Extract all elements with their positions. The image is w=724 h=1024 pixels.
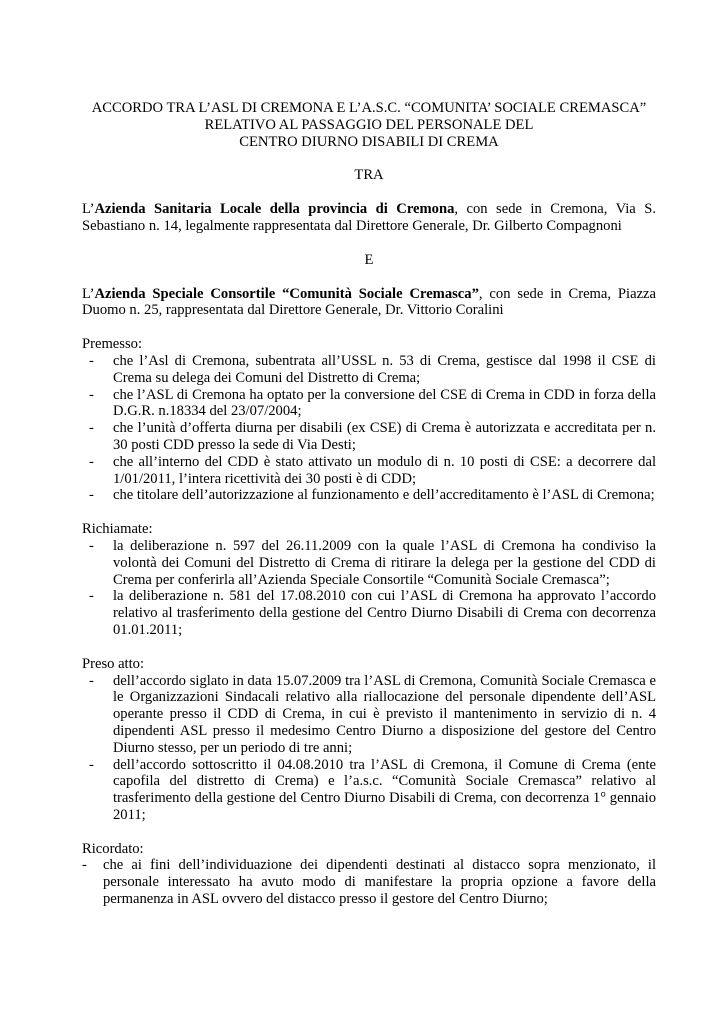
list-item-text: dell’accordo siglato in data 15.07.2009 tra l’ASL di Cremona, Comunità Sociale Cremasca e le Organizzazioni Sindacali relativo alla riallocazione del personale dipendente dell’ASL operante presso il CDD di Crema, in cui è previsto il mantenimento in servizio di n. 4 dipendenti ASL presso il medesimo Centro Diurno a disposizione del gestore del Centro Diurno stesso, per un periodo di tre anni;: [113, 672, 656, 756]
list-item-text: che l’Asl di Cremona, subentrata all’USSL n. 53 di Crema, gestisce dal 1998 il CSE di Crema su delega dei Comuni del Distretto di Crema;: [113, 352, 656, 386]
list-item-text: la deliberazione n. 581 del 17.08.2010 con cui l’ASL di Cremona ha approvato l’accordo relativo al trasferimento della gestione del Centro Diurno Disabili di Crema con decorrenza 01.01.2011;: [113, 588, 656, 638]
dash-marker: -: [82, 857, 87, 874]
document-page: [82, 100, 656, 908]
preso-atto-heading: Preso atto:: [82, 655, 145, 672]
list-item-text: che all’interno del CDD è stato attivato un modulo di n. 10 posti di CSE: a decorrere dal 1/01/2011, l’intera ricettività dei 30 posti è di CDD;: [113, 453, 656, 487]
list-item-text: che ai fini dell’individuazione dei dipendenti destinati al distacco sopra menzionato, il personale interessato ha avuto modo di manifestare la propria opzione a favore della permanenza in ASL ovvero del distacco presso il gestore del Centro Diurno;: [103, 857, 656, 908]
title-line-1: ACCORDO TRA L’ASL DI CREMONA E L’A.S.C. “COMUNITA’ SOCIALE CREMASCA”: [91, 100, 647, 116]
list-item: [82, 673, 656, 757]
party1-rest: , con sede in Cremona, Via S. Sebastiano n. 14, legalmente rappresentata dal Direttore Generale, Dr. Gilberto Compagnoni: [82, 201, 656, 234]
party2-prefix: L’: [82, 285, 95, 302]
dash-marker: -: [89, 352, 94, 369]
party2-paragraph: [82, 286, 656, 320]
list-item: [82, 757, 656, 824]
richiamate-heading: Richiamate:: [82, 521, 153, 538]
list-item: [82, 454, 656, 488]
list-item: [82, 353, 656, 387]
dash-marker: -: [89, 588, 94, 605]
list-item: [82, 387, 656, 421]
dash-marker: -: [89, 420, 94, 437]
list-item-text: dell’accordo sottoscritto il 04.08.2010 tra l’ASL di Cremona, il Comune di Crema (ente capofila del distretto di Crema) e l’a.s.c. “Comunità Sociale Cremasca” relativo al trasferimento della gestione del Centro Diurno Disabili di Crema, con decorrenza 1° gennaio 2011;: [113, 756, 656, 823]
premesso-list: [82, 353, 656, 504]
list-item: [82, 487, 656, 504]
party1-name: Azienda Sanitaria Locale della provincia di Cremona: [94, 201, 455, 218]
dash-marker: -: [89, 453, 94, 470]
document-title: [82, 100, 656, 150]
list-item-text: che l’ASL di Cremona ha optato per la conversione del CSE di Crema in CDD in forza della D.G.R. n.18334 del 23/07/2004;: [113, 386, 656, 420]
title-line-2: RELATIVO AL PASSAGGIO DEL PERSONALE DEL: [204, 116, 534, 133]
tra-heading: TRA: [354, 167, 384, 184]
ricordato-heading: Ricordato:: [82, 840, 144, 857]
list-item-text: che l’unità d’offerta diurna per disabili (ex CSE) di Crema è autorizzata e accreditata per n. 30 posti CDD presso la sede di Via Desti;: [113, 420, 656, 453]
list-item-text: la deliberazione n. 597 del 26.11.2009 con la quale l’ASL di Cremona ha condiviso la volontà dei Comuni del Distretto di Crema di ritirare la delega per la gestione del CDD di Crema per conferirla all’Azienda Speciale Consortile “Comunità Sociale Cremasca”;: [113, 537, 656, 588]
party2-name: Azienda Speciale Consortile “Comunità Sociale Cremasca”: [94, 285, 479, 302]
title-line-3: CENTRO DIURNO DISABILI DI CREMA: [239, 133, 499, 150]
dash-marker: -: [89, 386, 94, 403]
party1-paragraph: [82, 201, 656, 235]
dash-marker: -: [89, 672, 94, 689]
party1-prefix: L’: [82, 201, 95, 218]
list-item: [82, 538, 656, 588]
dash-marker: -: [89, 756, 94, 773]
list-item: [82, 857, 656, 907]
list-item-text: che titolare dell’autorizzazione al funzionamento e dell’accreditamento è l’ASL di Cremona;: [113, 487, 655, 504]
richiamate-list: [82, 538, 656, 639]
ricordato-list: [82, 857, 656, 907]
party2-rest: , con sede in Crema, Piazza Duomo n. 25, rappresentata dal Direttore Generale, Dr. Vittorio Coralini: [82, 285, 656, 319]
dash-marker: -: [89, 537, 94, 554]
list-item: [82, 588, 656, 638]
preso-atto-list: [82, 673, 656, 824]
e-heading: E: [364, 251, 374, 268]
premesso-heading: Premesso:: [82, 336, 142, 353]
list-item: [82, 420, 656, 454]
dash-marker: -: [89, 487, 94, 504]
